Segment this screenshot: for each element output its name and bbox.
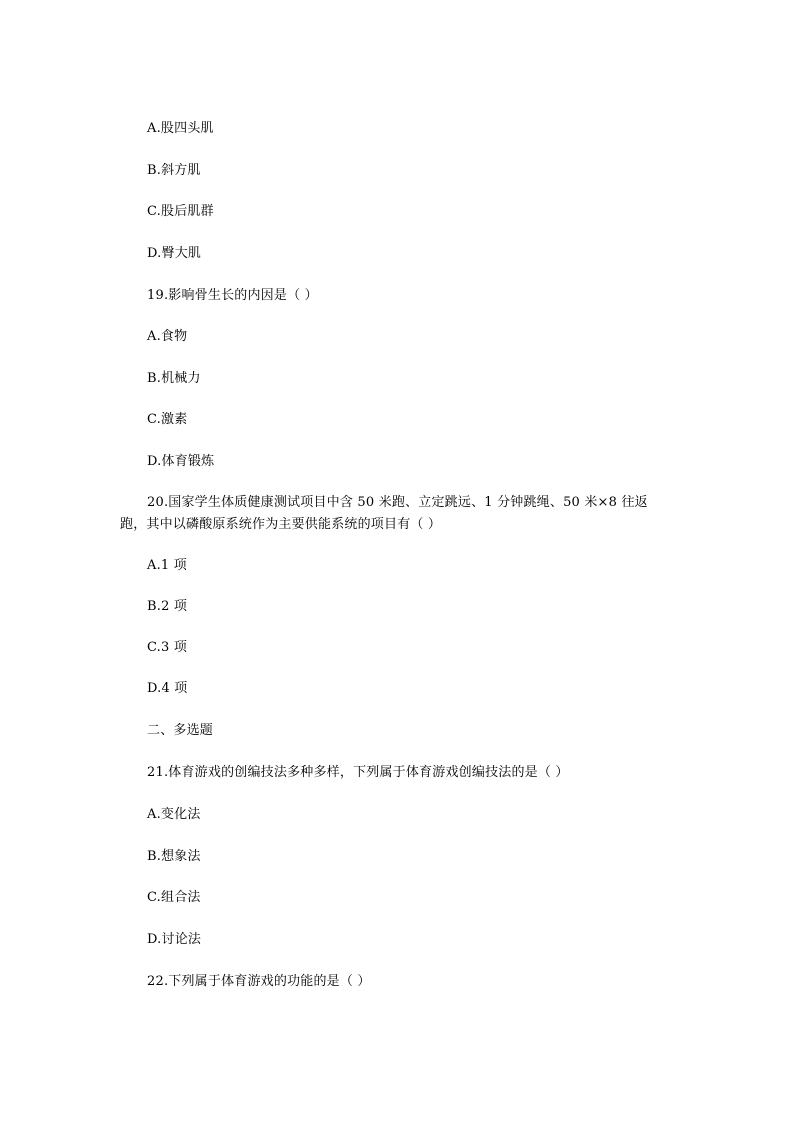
question-20-line-1: 20.国家学生体质健康测试项目中含 50 米跑、立定跳远、1 分钟跳绳、50 米×8 往返 <box>147 495 648 510</box>
q18-option-c: C.股后肌群 <box>147 204 214 219</box>
q18-option-a: A.股四头肌 <box>147 121 214 136</box>
q21-option-c: C.组合法 <box>147 890 201 905</box>
question-22: 22.下列属于体育游戏的功能的是（ ） <box>147 974 371 989</box>
q18-option-b: B.斜方肌 <box>147 163 201 178</box>
question-21: 21.体育游戏的创编技法多种多样，下列属于体育游戏创编技法的是（ ） <box>147 765 569 780</box>
q18-option-d: D.臀大肌 <box>147 246 202 261</box>
question-20-line-2: 跑，其中以磷酸原系统作为主要供能系统的项目有（ ） <box>120 517 442 532</box>
q19-option-b: B.机械力 <box>147 371 201 386</box>
q21-option-b: B.想象法 <box>147 849 201 864</box>
q21-option-a: A.变化法 <box>147 807 201 822</box>
q20-option-c: C.3 项 <box>147 640 188 655</box>
q20-option-a: A.1 项 <box>147 558 187 573</box>
q20-option-d: D.4 项 <box>147 681 188 696</box>
q19-option-c: C.激素 <box>147 412 188 427</box>
q19-option-a: A.食物 <box>147 329 188 344</box>
section-heading-multiple-choice: 二、多选题 <box>147 723 214 738</box>
q21-option-d: D.讨论法 <box>147 932 202 947</box>
q20-option-b: B.2 项 <box>147 599 188 614</box>
q19-option-d: D.体育锻炼 <box>147 454 215 469</box>
question-19: 19.影响骨生长的内因是（ ） <box>147 288 318 303</box>
